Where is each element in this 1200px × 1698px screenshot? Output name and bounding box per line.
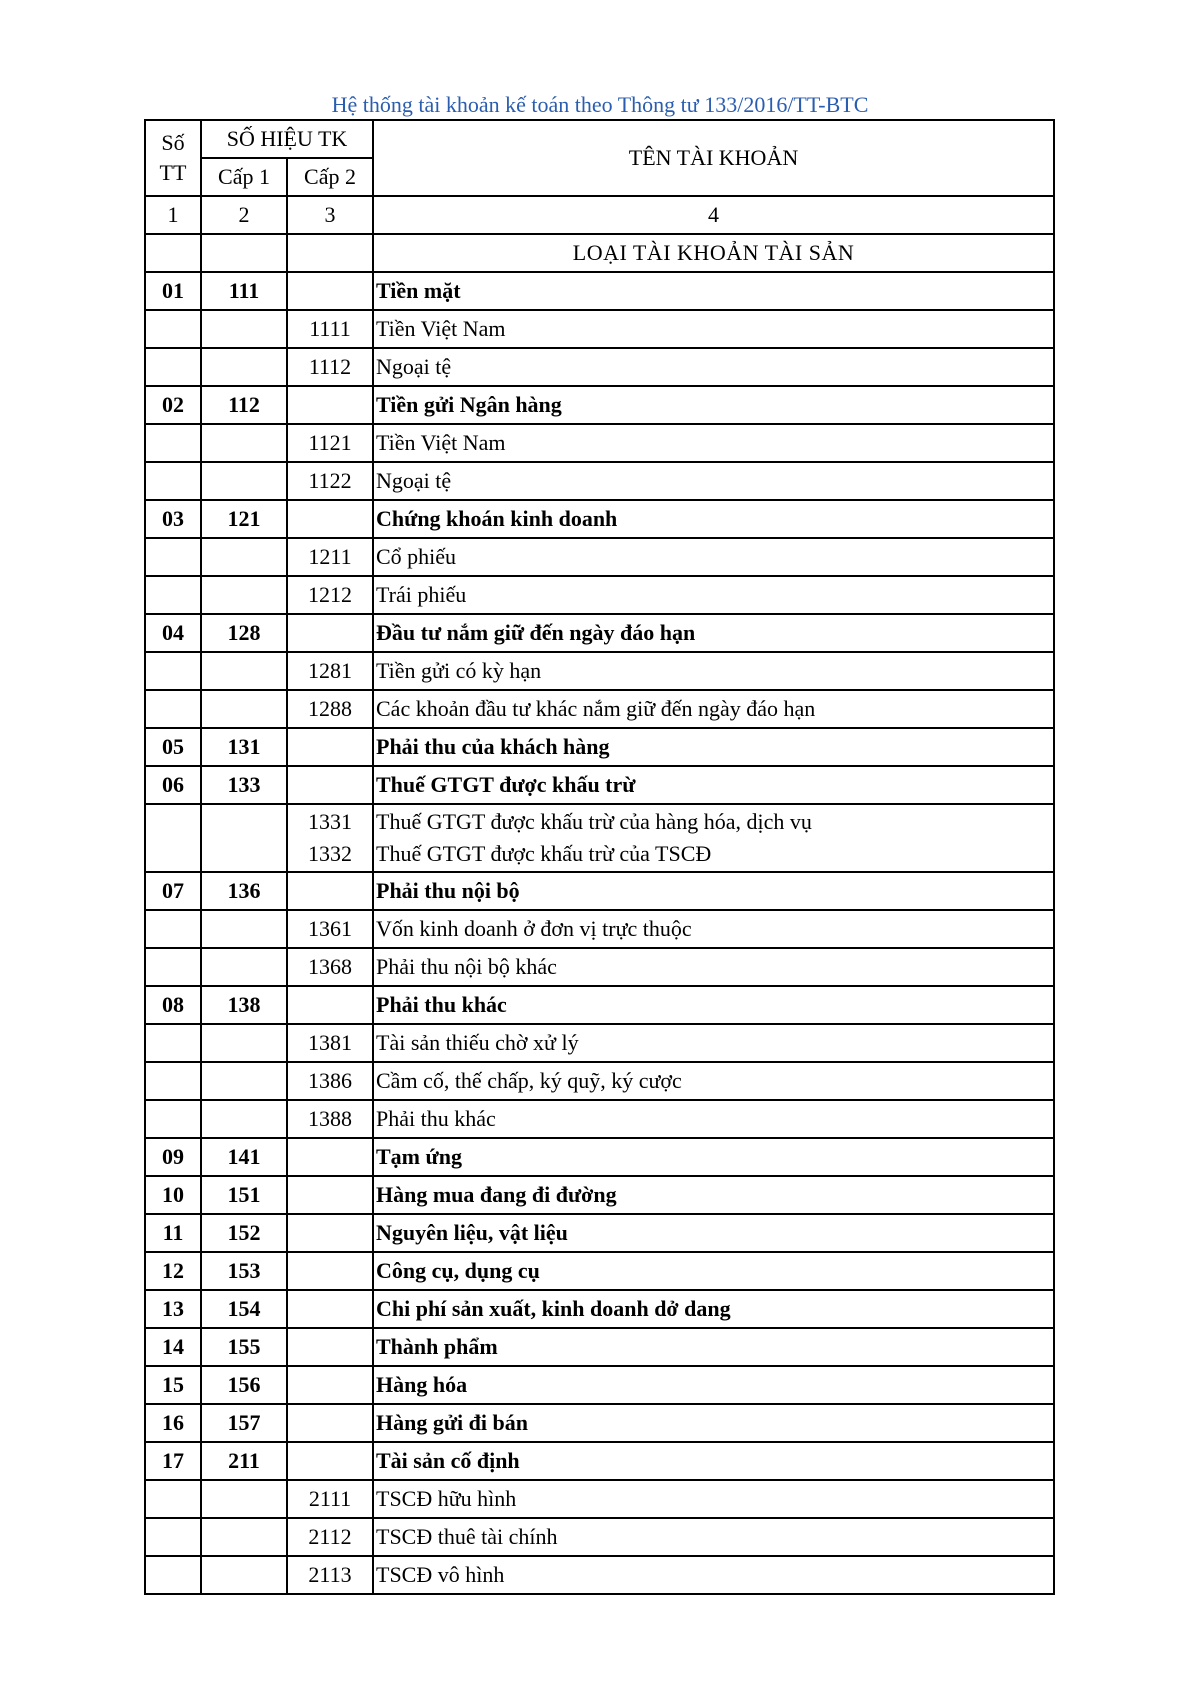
row-level-2: [287, 766, 373, 804]
row-level-1: [201, 948, 287, 986]
table-row: [145, 1518, 1054, 1556]
table-row: [145, 386, 1054, 424]
row-level-2-value: 1331: [308, 809, 352, 834]
table-row: [145, 986, 1054, 1024]
row-stt: 05: [145, 728, 201, 766]
table-row: [145, 1404, 1054, 1442]
table-row: [145, 1176, 1054, 1214]
table-row: [145, 1442, 1054, 1480]
header-level-2: Cấp 2: [287, 158, 373, 196]
row-account-name: Hàng mua đang đi đường: [373, 1176, 1054, 1214]
row-level-1: [201, 1556, 287, 1594]
row-account-name: TSCĐ hữu hình: [373, 1480, 1054, 1518]
row-level-2: 1381: [287, 1024, 373, 1062]
row-stt: [145, 310, 201, 348]
table-row: [145, 272, 1054, 310]
row-stt: [145, 1556, 201, 1594]
row-account-name-value: Thuế GTGT được khấu trừ của TSCĐ: [376, 841, 712, 866]
row-account-name: TSCĐ vô hình: [373, 1556, 1054, 1594]
row-level-2: [287, 1214, 373, 1252]
row-level-1: 152: [201, 1214, 287, 1252]
column-number-4: 4: [373, 196, 1054, 234]
row-account-name: Nguyên liệu, vật liệu: [373, 1214, 1054, 1252]
table-row: [145, 728, 1054, 766]
row-level-1: 157: [201, 1404, 287, 1442]
row-level-2: 1281: [287, 652, 373, 690]
row-level-2: 1361: [287, 910, 373, 948]
row-account-name: Tài sản thiếu chờ xử lý: [373, 1024, 1054, 1062]
row-level-2: [287, 614, 373, 652]
row-stt: 17: [145, 1442, 201, 1480]
row-level-1: [201, 1480, 287, 1518]
header-account-name: TÊN TÀI KHOẢN: [373, 120, 1054, 196]
row-account-name: Tiền gửi có kỳ hạn: [373, 652, 1054, 690]
row-level-2: 1288: [287, 690, 373, 728]
column-number-3: 3: [287, 196, 373, 234]
row-account-name: Đầu tư nắm giữ đến ngày đáo hạn: [373, 614, 1054, 652]
row-stt: [145, 948, 201, 986]
table-row: [145, 1366, 1054, 1404]
row-level-1: 136: [201, 872, 287, 910]
row-level-2: 2112: [287, 1518, 373, 1556]
row-level-2: [287, 728, 373, 766]
row-stt: 12: [145, 1252, 201, 1290]
table-row: [145, 910, 1054, 948]
row-level-1: [201, 690, 287, 728]
table-row: [145, 1252, 1054, 1290]
row-level-1: 141: [201, 1138, 287, 1176]
row-account-name: Thuế GTGT được khấu trừ: [373, 766, 1054, 804]
row-level-2: 1388: [287, 1100, 373, 1138]
table-row: [145, 576, 1054, 614]
row-account-name: Tiền mặt: [373, 272, 1054, 310]
table-row: [145, 872, 1054, 910]
row-level-1: 138: [201, 986, 287, 1024]
row-account-name: Công cụ, dụng cụ: [373, 1252, 1054, 1290]
table-row: [145, 948, 1054, 986]
row-account-name: Tiền gửi Ngân hàng: [373, 386, 1054, 424]
table-row: [145, 1328, 1054, 1366]
row-stt: 03: [145, 500, 201, 538]
row-account-name: Tài sản cố định: [373, 1442, 1054, 1480]
row-level-2: 1212: [287, 576, 373, 614]
row-stt: [145, 576, 201, 614]
row-level-2: [287, 1252, 373, 1290]
row-level-1: [201, 576, 287, 614]
row-account-name: Phải thu nội bộ: [373, 872, 1054, 910]
row-level-1: 111: [201, 272, 287, 310]
table-row: [145, 614, 1054, 652]
row-stt: 16: [145, 1404, 201, 1442]
row-account-name: Chứng khoán kinh doanh: [373, 500, 1054, 538]
row-account-name: Cầm cố, thế chấp, ký quỹ, ký cược: [373, 1062, 1054, 1100]
row-level-1: [201, 1062, 287, 1100]
row-level-1: 128: [201, 614, 287, 652]
row-stt: 01: [145, 272, 201, 310]
row-stt: 09: [145, 1138, 201, 1176]
row-account-name: Tạm ứng: [373, 1138, 1054, 1176]
table-row: [145, 310, 1054, 348]
row-level-2: [287, 1176, 373, 1214]
table-row: [145, 1214, 1054, 1252]
table-row: [145, 804, 1054, 872]
row-level-2: [287, 386, 373, 424]
table-row: [145, 1290, 1054, 1328]
section-empty-cell: [287, 234, 373, 272]
section-title: LOẠI TÀI KHOẢN TÀI SẢN: [373, 234, 1054, 272]
row-level-2: 1368: [287, 948, 373, 986]
table-row: [145, 1062, 1054, 1100]
row-level-1: [201, 910, 287, 948]
header-account-number: SỐ HIỆU TK: [201, 120, 373, 158]
row-account-name: Phải thu nội bộ khác: [373, 948, 1054, 986]
row-level-2: 2113: [287, 1556, 373, 1594]
row-stt: 14: [145, 1328, 201, 1366]
row-level-2: [287, 1138, 373, 1176]
row-stt: 04: [145, 614, 201, 652]
row-level-1: [201, 538, 287, 576]
row-level-1: [201, 1024, 287, 1062]
section-empty-cell: [201, 234, 287, 272]
row-level-1: 121: [201, 500, 287, 538]
row-level-2: [287, 872, 373, 910]
row-account-name-value: Thuế GTGT được khấu trừ của hàng hóa, dịch vụ: [376, 809, 812, 834]
row-level-2: 1112: [287, 348, 373, 386]
row-stt: [145, 1024, 201, 1062]
row-stt: [145, 652, 201, 690]
row-account-name: [373, 804, 1054, 872]
header-stt: Số TT: [145, 120, 201, 196]
row-level-1: [201, 424, 287, 462]
column-number-2: 2: [201, 196, 287, 234]
row-account-name: Phải thu khác: [373, 1100, 1054, 1138]
row-stt: [145, 348, 201, 386]
row-account-name: Các khoản đầu tư khác nắm giữ đến ngày đáo hạn: [373, 690, 1054, 728]
table-row: [145, 766, 1054, 804]
row-account-name: Tiền Việt Nam: [373, 424, 1054, 462]
row-stt: [145, 690, 201, 728]
column-number-1: 1: [145, 196, 201, 234]
row-level-1: 112: [201, 386, 287, 424]
row-level-2: 1111: [287, 310, 373, 348]
table-row: [145, 652, 1054, 690]
row-level-1: 151: [201, 1176, 287, 1214]
row-level-2: 1122: [287, 462, 373, 500]
document-title: Hệ thống tài khoản kế toán theo Thông tư 133/2016/TT-BTC: [331, 92, 869, 117]
row-level-2-value: 1332: [308, 841, 352, 866]
row-stt: [145, 538, 201, 576]
row-stt: 15: [145, 1366, 201, 1404]
row-level-1: [201, 1518, 287, 1556]
row-account-name: Phải thu khác: [373, 986, 1054, 1024]
row-account-name: Ngoại tệ: [373, 348, 1054, 386]
row-account-name: Hàng hóa: [373, 1366, 1054, 1404]
row-stt: [145, 804, 201, 872]
row-level-1: 211: [201, 1442, 287, 1480]
table-row: [145, 500, 1054, 538]
row-level-1: [201, 804, 287, 872]
row-level-2: 2111: [287, 1480, 373, 1518]
row-stt: 10: [145, 1176, 201, 1214]
row-level-2: 1386: [287, 1062, 373, 1100]
row-level-2: [287, 1442, 373, 1480]
row-stt: 07: [145, 872, 201, 910]
row-level-2: [287, 1290, 373, 1328]
row-stt: 13: [145, 1290, 201, 1328]
row-stt: [145, 910, 201, 948]
chart-of-accounts-table: [144, 119, 1055, 1595]
row-level-1: 155: [201, 1328, 287, 1366]
row-level-2: [287, 500, 373, 538]
row-stt: 11: [145, 1214, 201, 1252]
row-level-1: [201, 462, 287, 500]
header-level-1: Cấp 1: [201, 158, 287, 196]
row-level-2: [287, 1366, 373, 1404]
table-row: [145, 1138, 1054, 1176]
row-level-1: [201, 1100, 287, 1138]
row-account-name: TSCĐ thuê tài chính: [373, 1518, 1054, 1556]
row-stt: 02: [145, 386, 201, 424]
row-stt: [145, 1480, 201, 1518]
row-level-2: [287, 1404, 373, 1442]
row-stt: [145, 1100, 201, 1138]
table-row: [145, 1024, 1054, 1062]
row-level-2: [287, 272, 373, 310]
row-account-name: Thành phẩm: [373, 1328, 1054, 1366]
row-level-1: [201, 310, 287, 348]
row-stt: [145, 424, 201, 462]
row-account-name: Tiền Việt Nam: [373, 310, 1054, 348]
row-level-1: [201, 652, 287, 690]
account-rows: [145, 272, 1054, 1594]
row-level-1: 156: [201, 1366, 287, 1404]
row-level-1: 154: [201, 1290, 287, 1328]
table-row: [145, 348, 1054, 386]
row-level-2: [287, 804, 373, 872]
row-stt: 08: [145, 986, 201, 1024]
row-stt: [145, 1062, 201, 1100]
row-level-2: 1121: [287, 424, 373, 462]
row-level-2: [287, 986, 373, 1024]
row-stt: 06: [145, 766, 201, 804]
row-account-name: Vốn kinh doanh ở đơn vị trực thuộc: [373, 910, 1054, 948]
table-row: [145, 1100, 1054, 1138]
row-account-name: Ngoại tệ: [373, 462, 1054, 500]
row-account-name: Cổ phiếu: [373, 538, 1054, 576]
row-level-1: 133: [201, 766, 287, 804]
row-level-1: 153: [201, 1252, 287, 1290]
row-account-name: Trái phiếu: [373, 576, 1054, 614]
table-row: [145, 1480, 1054, 1518]
table-row: [145, 1556, 1054, 1594]
row-account-name: Chi phí sản xuất, kinh doanh dở dang: [373, 1290, 1054, 1328]
row-level-1: 131: [201, 728, 287, 766]
row-level-1: [201, 348, 287, 386]
section-empty-cell: [145, 234, 201, 272]
row-level-2: 1211: [287, 538, 373, 576]
table-row: [145, 462, 1054, 500]
row-stt: [145, 462, 201, 500]
row-account-name: Hàng gửi đi bán: [373, 1404, 1054, 1442]
table-row: [145, 538, 1054, 576]
row-level-2: [287, 1328, 373, 1366]
row-account-name: Phải thu của khách hàng: [373, 728, 1054, 766]
table-row: [145, 690, 1054, 728]
table-row: [145, 424, 1054, 462]
row-stt: [145, 1518, 201, 1556]
